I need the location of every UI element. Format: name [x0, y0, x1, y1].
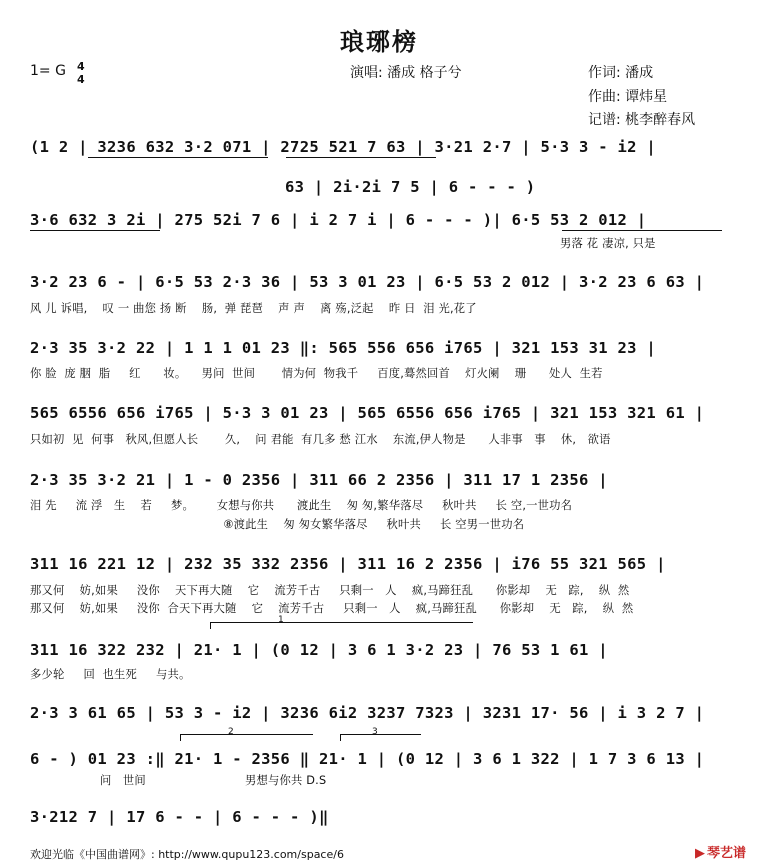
- volta-3: [340, 734, 421, 741]
- score-line-11: 6 - ) 01 23 :‖ 21· 1 - 2356 ‖ 21· 1 | (0 12 | 3 6 1 322 | 1 7 3 6 13 |: [30, 750, 705, 768]
- key-signature: 1= G: [30, 63, 66, 79]
- lyric-line-6: ⑧渡此生 匆 匆女繁华落尽 秋叶共 长 空男一世功名: [30, 518, 525, 531]
- lyric-line-2: 风 儿 诉唱, 叹 一 曲您 扬 断 肠, 弹 琵琶 声 声 离 殇,泛起 昨 日 泪 光,花了: [30, 302, 477, 315]
- lyric-line-5: 泪 先 流 浮 生 若 梦。 女想与你共 渡此生 匆 匆,繁华落尽 秋叶共 长 空,一世功名: [30, 499, 573, 512]
- score-line-3: 3·6 632 3 2i | 275 52i 7 6 | i 2 7 i | 6 - - - )| 6·5 53 2 012 |: [30, 211, 647, 229]
- time-signature-bottom: 4: [77, 73, 85, 86]
- score-line-6: 565 6556 656 i765 | 5·3 3 01 23 | 565 6556 656 i765 | 321 153 321 61 |: [30, 404, 705, 422]
- volta-3-number: 3: [372, 727, 378, 737]
- score-line-5: 2·3 35 3·2 22 | 1 1 1 01 23 ‖: 565 556 656 i765 | 321 153 31 23 |: [30, 339, 657, 357]
- lyric-line-9: 多少轮 回 也生死 与共。: [30, 668, 191, 681]
- logo-icon: ▶: [694, 846, 705, 861]
- lyric-line-3: 你 脸 庞 胭 脂 红 妆。 男问 世间 情为何 物我千 百度,蓦然回首 灯火阑 珊 处人 生若: [30, 367, 603, 380]
- lyric-line-10: 问 世间: [100, 774, 146, 787]
- lyric-line-11: 男想与你共 D.S: [245, 774, 327, 787]
- beam-underline: [286, 157, 436, 158]
- lyric-line-7: 那又何 妨,如果 没你 天下再大随 它 流芳千古 只剩一 人 疯,马蹄狂乱 你影却 无 踪, 纵 然: [30, 584, 630, 597]
- singers: 演唱: 潘成 格子兮: [350, 65, 462, 81]
- volta-2-number: 2: [228, 727, 234, 737]
- score-line-4: 3·2 23 6 - | 6·5 53 2·3 36 | 53 3 01 23 | 6·5 53 2 012 | 3·2 23 6 63 |: [30, 273, 705, 291]
- score-line-8: 311 16 221 12 | 232 35 332 2356 | 311 16 2 2356 | i76 55 321 565 |: [30, 555, 666, 573]
- score-line-7: 2·3 35 3·2 21 | 1 - 0 2356 | 311 66 2 2356 | 311 17 1 2356 |: [30, 471, 608, 489]
- score-line-10: 2·3 3 61 65 | 53 3 - i2 | 3236 6i2 3237 7323 | 3231 17· 56 | i 3 2 7 |: [30, 704, 705, 722]
- score-line-12: 3·212 7 | 17 6 - - | 6 - - - )‖: [30, 808, 329, 826]
- score-line-1: (1 2 | 3236 632 3·2 071 | 2725 521 7 63 | 3·21 2·7 | 5·3 3 - i2 |: [30, 138, 657, 156]
- page-title: 琅琊榜: [340, 28, 418, 56]
- transcriber: 记谱: 桃李醉春风: [588, 112, 696, 128]
- site-logo: ▶ 琴艺谱: [694, 846, 746, 861]
- volta-1-number: 1: [278, 615, 284, 625]
- beam-underline: [562, 230, 722, 231]
- beam-underline: [30, 230, 160, 231]
- volta-2: [180, 734, 313, 741]
- lyric-line-8: 那又何 妨,如果 没你 合天下再大随 它 流芳千古 只剩一 人 疯,马蹄狂乱 你影却 无 踪, 纵 然: [30, 602, 634, 615]
- time-signature-top: 4: [77, 60, 85, 73]
- volta-1: [210, 622, 473, 629]
- lyric-line-1: 男落 花 凄凉, 只是: [560, 237, 656, 250]
- footer-text: 欢迎光临《中国曲谱网》: http://www.qupu123.com/space/6: [30, 848, 344, 861]
- score-line-9: 311 16 322 232 | 21· 1 | (0 12 | 3 6 1 3·2 23 | 76 53 1 61 |: [30, 641, 608, 659]
- composer: 作曲: 谭炜星: [588, 89, 668, 105]
- lyric-line-4: 只如初 见 何事 秋风,但愿人长 久, 问 君能 有几多 愁 江水 东流,伊人物是 人非事 事 休, 欲语: [30, 433, 611, 446]
- score-line-2: 63 | 2i·2i 7 5 | 6 - - - ): [285, 178, 536, 196]
- lyricist: 作词: 潘成: [588, 65, 654, 81]
- beam-underline: [88, 157, 268, 158]
